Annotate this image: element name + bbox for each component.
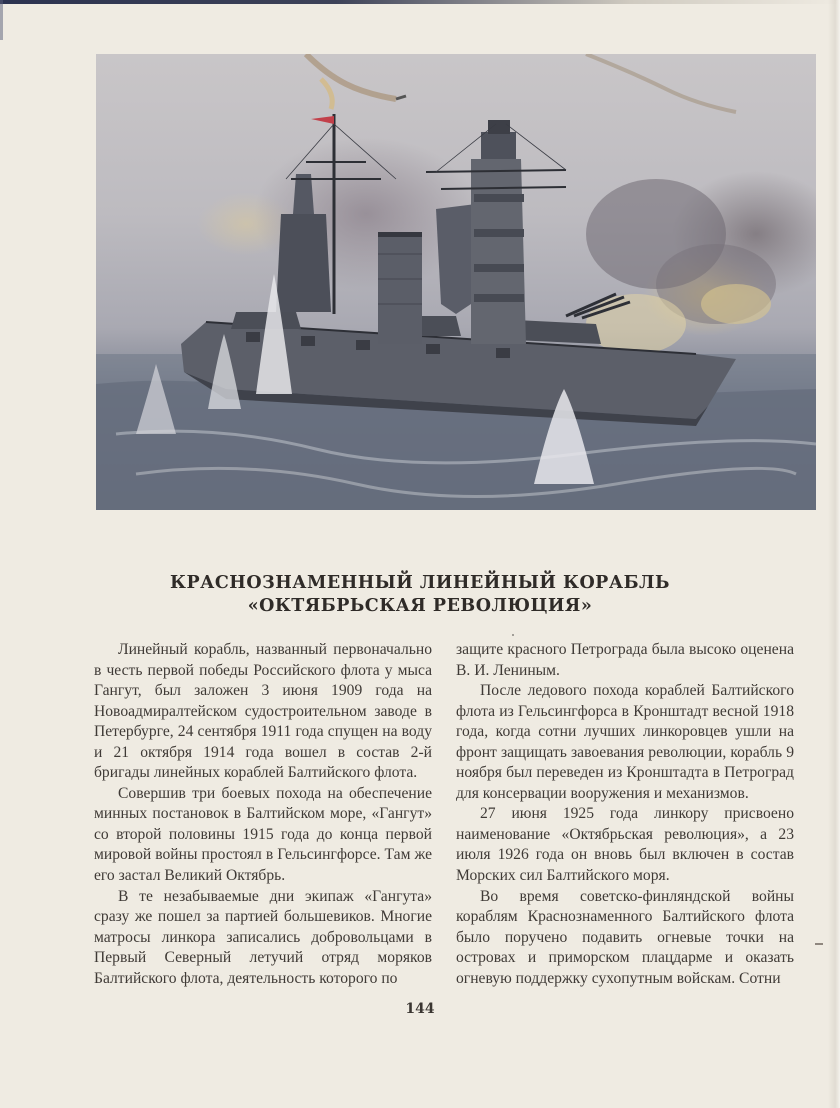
battleship-painting [96,54,816,510]
battleship-illustration [96,54,816,510]
left-text-column [94,640,432,989]
title-line-1: КРАСНОЗНАМЕННЫЙ ЛИНЕЙНЫЙ КОРАБЛЬ [170,573,670,593]
scan-edge-left [0,0,3,40]
paragraph: 27 июня 1925 года линкору присвоено наименование «Октябрьская революция», а 23 июля 1926 года он вновь был включен в состав Морских сил Балтийского моря. [456,805,794,885]
paragraph: Совершив три боевых похода на обеспечение минных постановок в Балтийском море, «Гангут» со второй половины 1915 года до конца первой мировой войны простоял в Гельсингфорсе. Там же его застал Великий Октябрь. [94,784,432,885]
page-fold-shadow [828,0,840,1108]
scan-edge-top [0,0,840,4]
margin-mark [815,943,823,945]
paragraph: Линейный корабль, названный первоначально в честь первой победы Российского флота у мыса Гангут, был заложен 3 июня 1909 года на Новоадмиралтейском судостроительном заводе в Петербурге, 24 сентября 1911 года спущен на воду и 21 октября 1914 года вошел в состав 2-й бригады линейных кораблей Балтийского флота. [94,641,432,782]
paragraph-continuation: защите красного Петрограда была высоко оценена В. И. Лениным. [456,641,794,679]
paragraph: В те незабываемые дни экипаж «Гангута» сразу же пошел за партией большевиков. Многие матросы линкора записались добровольцами в Первый Северный летучий отряд моряков Балтийского флота, деятельность которого по [94,887,432,987]
article-title [0,572,840,618]
print-speck [512,634,514,636]
paragraph: После ледового похода кораблей Балтийского флота из Гельсингфорса в Кронштадт весной 1918 года, когда сотни лучших линкоровцев ушли на фронт защищать завоевания революции, корабль 9 ноября был переведен из Кронштадта в Петроград для консервации вооружения и механизмов. [456,682,794,802]
title-line-2: «ОКТЯБРЬСКАЯ РЕВОЛЮЦИЯ» [247,596,593,616]
right-text-column [456,640,794,989]
page-number: 144 [405,1001,435,1017]
paragraph: Во время советско-финляндской войны кораблям Краснознаменного Балтийского флота было поручено подавить огневые точки на островах и приморском плацдарме и оказать огневую поддержку сухопутным войскам. Сотни [456,887,794,987]
